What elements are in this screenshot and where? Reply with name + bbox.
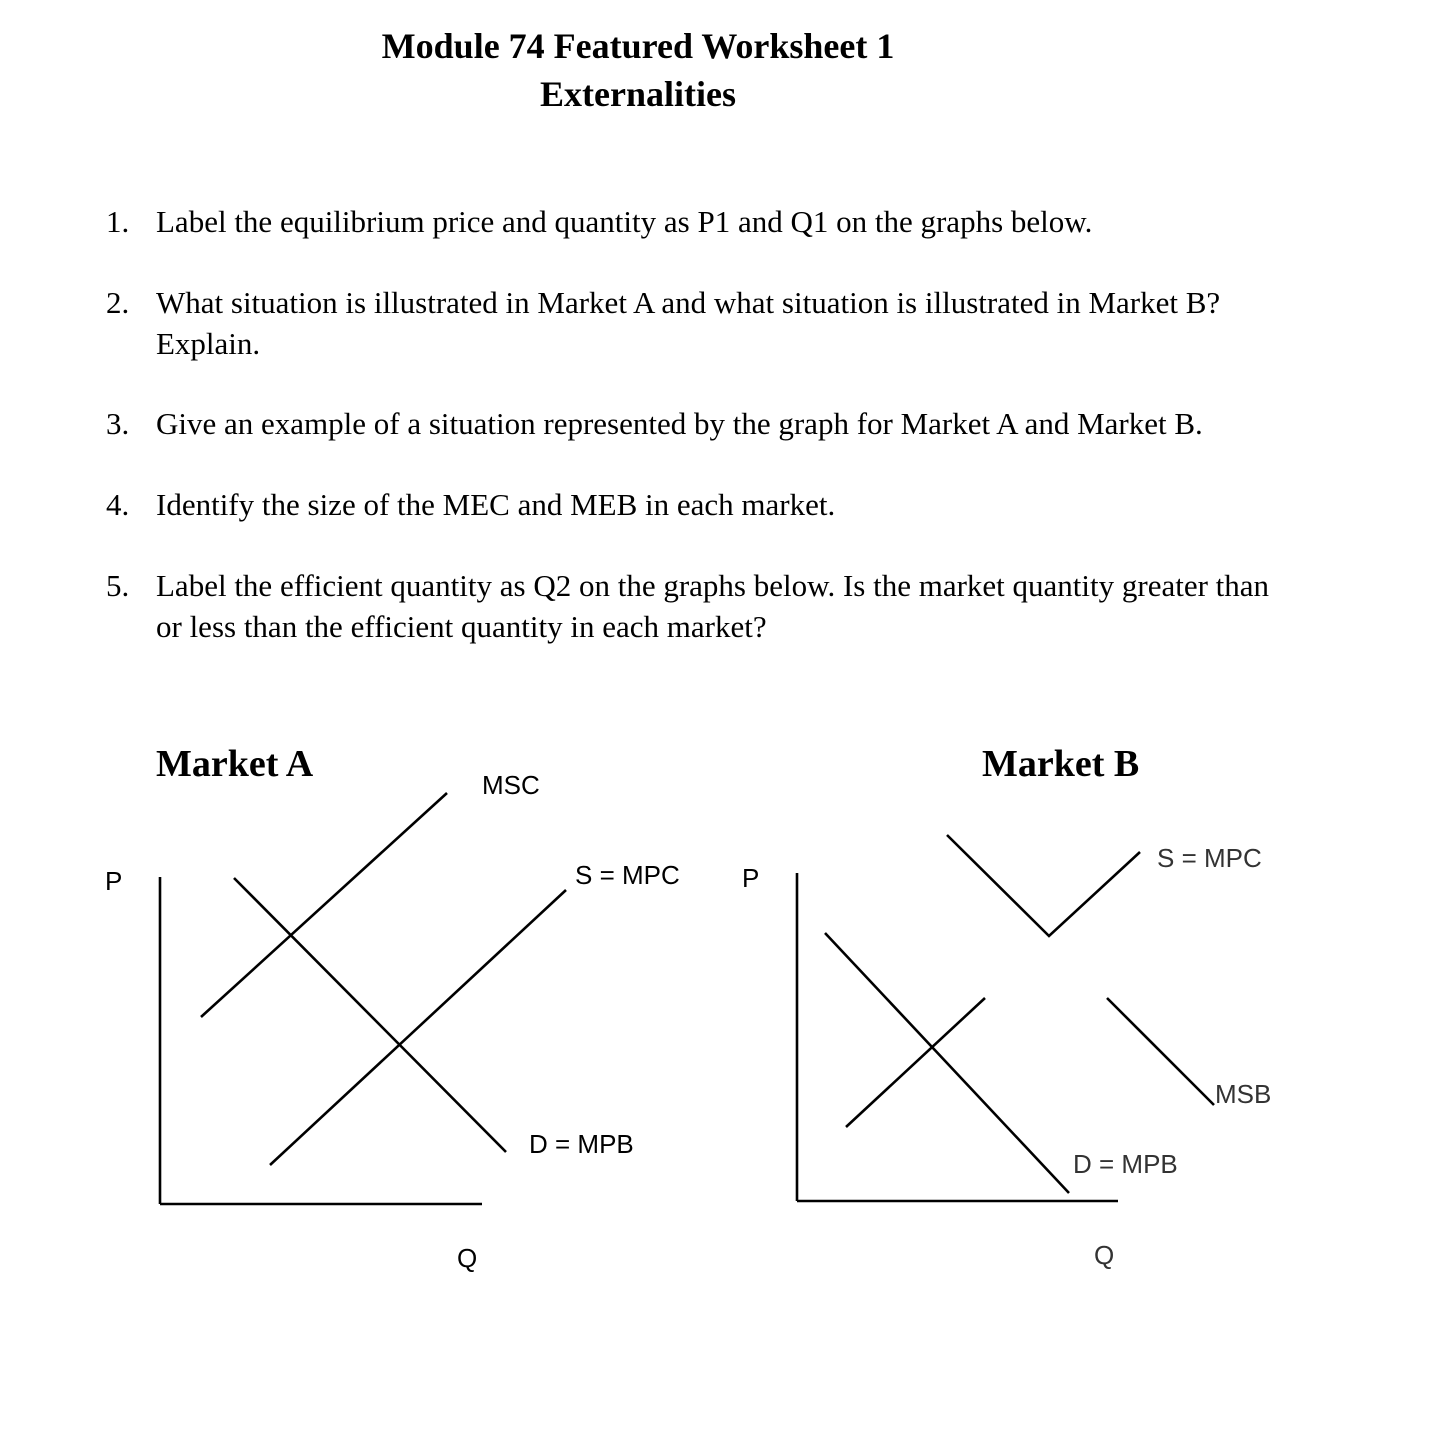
market-a-demand-curve (234, 878, 506, 1152)
market-a-msc-curve (201, 793, 447, 1017)
market-a-demand-label: D = MPB (529, 1129, 634, 1159)
market-b-title: Market B (982, 743, 1140, 785)
market-a-title: Market A (156, 743, 314, 785)
question-number: 1. (106, 204, 130, 239)
market-a-msc-label: MSC (482, 770, 540, 800)
question-text: Label the efficient quantity as Q2 on the graphs below. Is the market quantity greater than or less than the efficient quantity in each market? (156, 568, 1270, 644)
question-text: Give an example of a situation represented by the graph for Market A and Market B. (156, 406, 1203, 441)
worksheet-subtitle: Externalities (540, 74, 736, 114)
market-b-msb-curve (1107, 998, 1214, 1105)
question-number: 3. (106, 406, 130, 441)
worksheet-title: Module 74 Featured Worksheet 1 (381, 26, 895, 66)
question-number: 2. (106, 285, 130, 320)
question-text: Identify the size of the MEC and MEB in each market. (156, 487, 836, 522)
market-a-supply-label: S = MPC (575, 860, 680, 890)
market-a-quantity-label: Q (457, 1243, 478, 1273)
market-b-demand-curve (825, 933, 1069, 1193)
market-b-supply-label: S = MPC (1157, 843, 1262, 873)
market-a-supply-curve (270, 890, 566, 1165)
market-a-graph (105, 770, 680, 1273)
question-text: What situation is illustrated in Market A and what situation is illustrated in Market B? Explain. (156, 285, 1221, 361)
question-number: 5. (106, 568, 130, 603)
market-b-supply-curve (846, 998, 985, 1127)
market-b-quantity-label: Q (1094, 1240, 1115, 1270)
market-b-graph (742, 835, 1271, 1270)
market-b-msb-label: MSB (1215, 1079, 1272, 1109)
question-number: 4. (106, 487, 130, 522)
market-b-upper-curve (947, 835, 1140, 936)
market-b-price-label: P (742, 863, 760, 893)
question-text: Label the equilibrium price and quantity as P1 and Q1 on the graphs below. (156, 204, 1093, 239)
market-a-price-label: P (105, 866, 123, 896)
market-b-demand-label: D = MPB (1073, 1149, 1178, 1179)
